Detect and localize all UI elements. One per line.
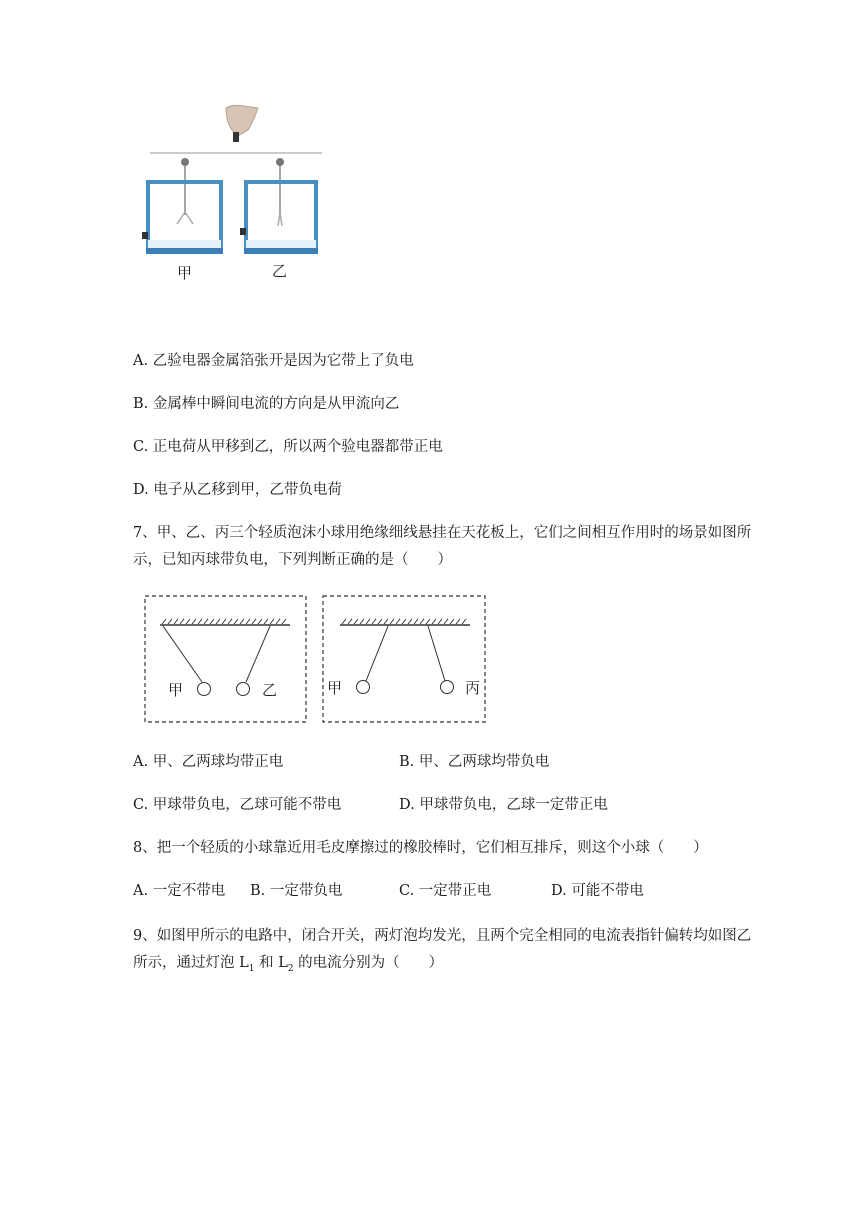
q6-option-b[interactable]: B. 金属棒中瞬间电流的方向是从甲流向乙	[133, 396, 400, 412]
electroscope-illustration	[140, 100, 330, 290]
q7-option-b[interactable]: B. 甲、乙两球均带负电	[399, 754, 550, 770]
ball-jia-left: 甲	[168, 681, 184, 699]
electroscope-figure	[140, 100, 330, 290]
q7-stem-line2: 示，已知丙球带负电，下列判断正确的是（ ）	[133, 552, 452, 568]
q8-option-b[interactable]: B. 一定带负电	[250, 883, 343, 899]
q9-line2-mid: 和 L	[254, 955, 288, 971]
q9-line2-prefix: 所示，通过灯泡 L	[133, 955, 249, 971]
q8-option-c[interactable]: C. 一定带正电	[399, 883, 492, 899]
q9-stem-line1: 9、如图甲所示的电路中，闭合开关，两灯泡均发光，且两个完全相同的电流表指针偏转均如图乙	[133, 928, 752, 944]
q7-option-c[interactable]: C. 甲球带负电，乙球可能不带电	[133, 797, 342, 813]
ball-jia-right: 甲	[327, 679, 343, 697]
ball-yi: 乙	[262, 681, 278, 699]
q7-option-a[interactable]: A. 甲、乙两球均带正电	[133, 754, 284, 770]
q8-option-a[interactable]: A. 一定不带电	[133, 883, 226, 899]
pendulum-right-illustration	[322, 595, 486, 723]
subscript-2: 2	[287, 963, 294, 974]
q6-option-a[interactable]: A. 乙验电器金属箔张开是因为它带上了负电	[133, 353, 414, 369]
q7-option-d[interactable]: D. 甲球带负电，乙球一定带正电	[399, 797, 608, 813]
q8-option-d[interactable]: D. 可能不带电	[551, 883, 644, 899]
q6-option-c[interactable]: C. 正电荷从甲移到乙，所以两个验电器都带正电	[133, 439, 443, 455]
pendulum-figure-right	[322, 595, 486, 723]
subscript-1: 1	[248, 963, 255, 974]
pendulum-figure-left	[144, 595, 307, 723]
label-yi: 乙	[272, 262, 288, 280]
q9-stem-line2	[133, 953, 443, 979]
q7-stem-line1: 7、甲、乙、丙三个轻质泡沫小球用绝缘细线悬挂在天花板上，它们之间相互作用时的场景如图所	[133, 525, 752, 541]
q8-stem: 8、把一个轻质的小球靠近用毛皮摩擦过的橡胶棒时，它们相互排斥，则这个小球（ ）	[133, 840, 708, 856]
q9-line2-suffix: 的电流分别为（ ）	[293, 955, 444, 971]
ball-bing: 丙	[465, 679, 481, 697]
q6-option-d[interactable]: D. 电子从乙移到甲，乙带负电荷	[133, 482, 342, 498]
label-jia: 甲	[177, 264, 193, 282]
pendulum-left-illustration	[144, 595, 307, 723]
